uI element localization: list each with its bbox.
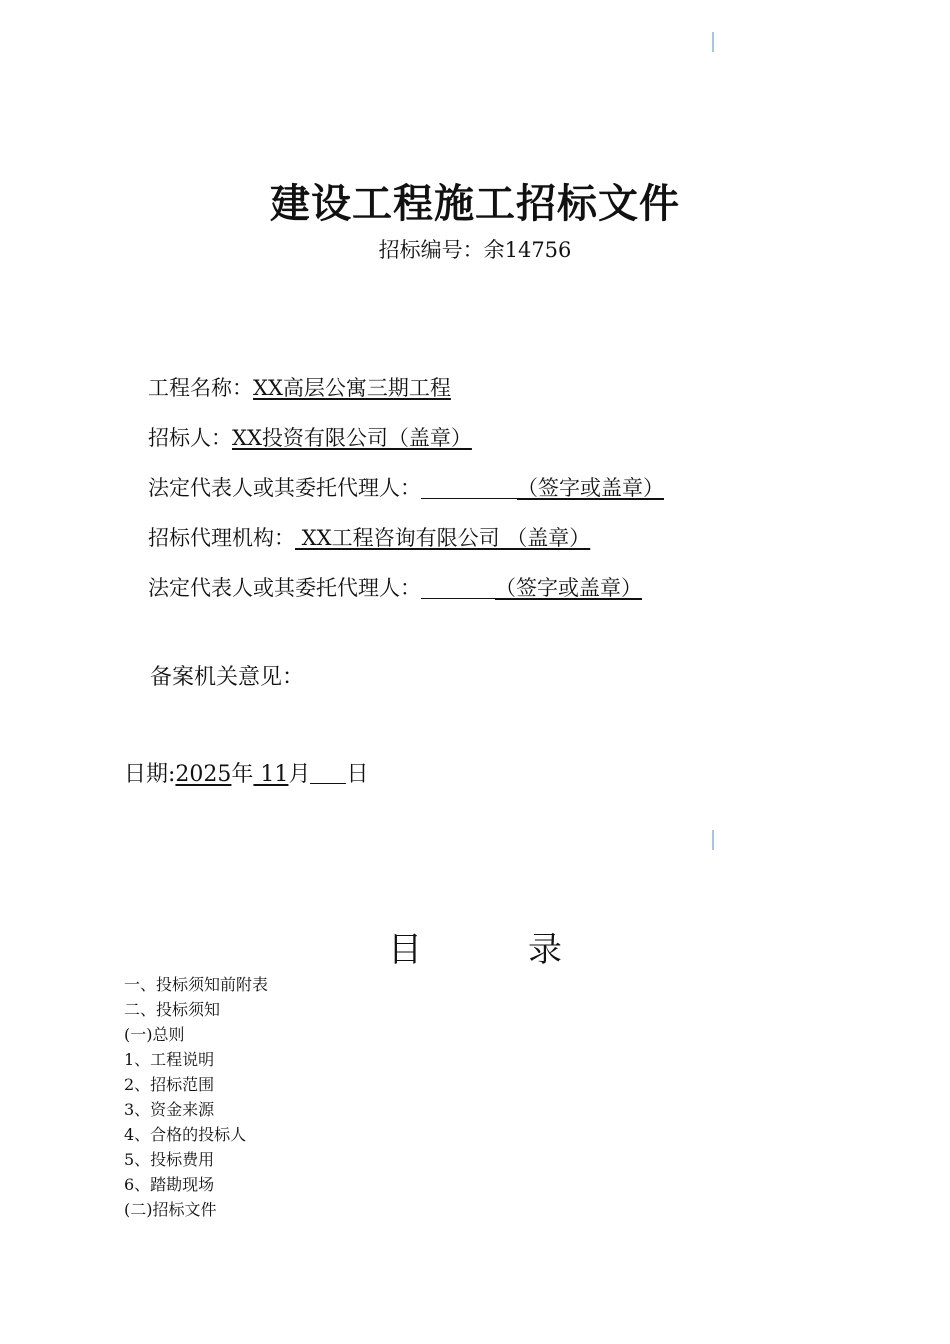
toc-item[interactable]: 二、投标须知 <box>124 1000 221 1019</box>
bid-number: 招标编号：余14756 <box>378 238 572 262</box>
agency-value: XX工程咨询有限公司 （盖章） <box>295 526 591 550</box>
toc-item[interactable]: 2、招标范围 <box>124 1075 215 1094</box>
filing-opinion-label: 备案机关意见： <box>150 665 305 690</box>
project-name-field <box>148 372 451 402</box>
toc-title-right: 录 <box>528 930 562 970</box>
toc-item[interactable]: 5、投标费用 <box>124 1150 215 1169</box>
document-title: 建设工程施工招标文件 <box>270 181 680 227</box>
toc-title-left: 目 <box>388 930 422 970</box>
toc-item[interactable]: (一)总则 <box>124 1025 185 1044</box>
project-name-value: XX高层公寓三期工程 <box>253 376 451 400</box>
date-year: 2025 <box>175 762 232 787</box>
toc-item[interactable]: 1、工程说明 <box>124 1050 215 1069</box>
toc-item[interactable]: 3、资金来源 <box>124 1100 215 1119</box>
field-label: 招标人： <box>148 426 232 450</box>
tenderer-field <box>148 422 472 452</box>
date-day-blank <box>310 782 346 784</box>
signature-blank <box>421 497 517 499</box>
signature-blank <box>421 597 495 599</box>
agency-legal-rep-field <box>148 572 642 602</box>
date-month-unit: 月 <box>288 762 311 787</box>
toc-item[interactable]: 4、合格的投标人 <box>124 1125 247 1144</box>
legal-rep-value: （签字或盖章） <box>517 476 664 500</box>
date-label: 日期: <box>124 762 176 787</box>
field-label: 法定代表人或其委托代理人： <box>148 576 421 600</box>
date-month: 11 <box>253 762 289 787</box>
toc-list <box>124 972 268 1222</box>
toc-item[interactable]: 一、投标须知前附表 <box>124 975 269 994</box>
toc-item[interactable]: (二)招标文件 <box>124 1200 217 1219</box>
toc-title <box>0 922 950 971</box>
legal-rep-field <box>148 472 664 502</box>
agency-field <box>148 522 590 552</box>
date-year-unit: 年 <box>231 762 254 787</box>
tenderer-value: XX投资有限公司（盖章） <box>232 426 472 450</box>
date-line <box>124 757 368 788</box>
date-day-unit: 日 <box>346 762 369 787</box>
agency-legal-rep-value: （签字或盖章） <box>495 576 642 600</box>
page-corner-marker <box>712 830 714 850</box>
page-corner-marker <box>712 32 714 52</box>
field-label: 工程名称： <box>148 376 253 400</box>
field-label: 法定代表人或其委托代理人： <box>148 476 421 500</box>
toc-item[interactable]: 6、踏勘现场 <box>124 1175 215 1194</box>
field-label: 招标代理机构： <box>148 526 295 550</box>
